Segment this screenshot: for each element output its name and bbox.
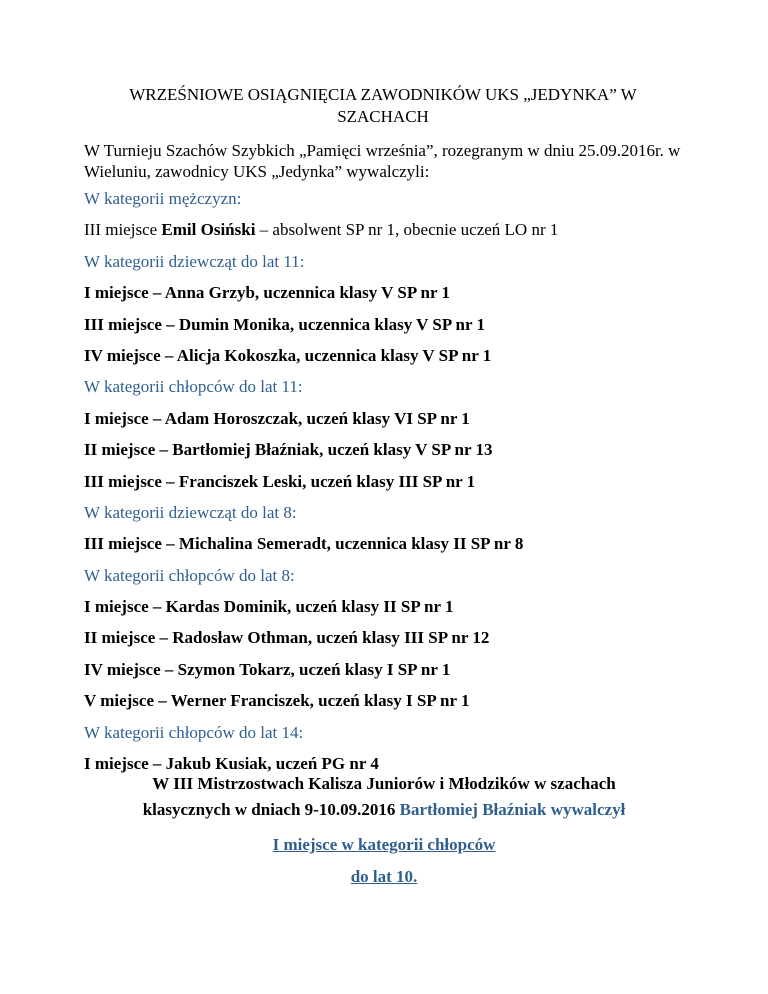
championship-age-group: do lat 10. xyxy=(350,867,418,886)
results-list xyxy=(84,183,724,779)
category-heading-boys-14: W kategorii chłopców do lat 14: xyxy=(84,722,304,742)
championship-line-2-text: klasycznych w dniach 9-10.09.2016 xyxy=(142,800,400,819)
result-line xyxy=(84,214,724,245)
result-suffix: – absolwent SP nr 1, obecnie uczeń LO nr 1 xyxy=(255,220,559,240)
championship-paragraph xyxy=(60,771,708,823)
result-line: IV miejsce – Alicja Kokoszka, uczennica klasy V SP nr 1 xyxy=(84,345,492,365)
result-line: I miejsce – Adam Horoszczak, uczeń klasy VI SP nr 1 xyxy=(84,408,470,428)
result-line: III miejsce – Dumin Monika, uczennica klasy V SP nr 1 xyxy=(84,314,485,334)
result-line: I miejsce – Anna Grzyb, uczennica klasy V SP nr 1 xyxy=(84,283,450,303)
result-line: III miejsce – Michalina Semeradt, uczennica klasy II SP nr 8 xyxy=(84,534,524,554)
result-line: I miejsce – Kardas Dominik, uczeń klasy II SP nr 1 xyxy=(84,597,454,617)
result-line: II miejsce – Bartłomiej Błaźniak, uczeń klasy V SP nr 13 xyxy=(84,440,493,460)
result-line: I miejsce – Jakub Kusiak, uczeń PG nr 4 xyxy=(84,754,379,774)
result-line: III miejsce – Franciszek Leski, uczeń klasy III SP nr 1 xyxy=(84,471,476,491)
championship-line-2 xyxy=(60,797,708,823)
result-line: V miejsce – Werner Franciszek, uczeń klasy I SP nr 1 xyxy=(84,691,470,711)
championship-line-1: W III Mistrzostwach Kalisza Juniorów i Młodzików w szachach xyxy=(152,774,616,793)
result-prefix: III miejsce xyxy=(84,220,162,240)
category-heading-boys-11: W kategorii chłopców do lat 11: xyxy=(84,377,303,397)
document-title: WRZEŚNIOWE OSIĄGNIĘCIA ZAWODNIKÓW UKS „JEDYNKA” W SZACHACH xyxy=(129,85,637,126)
intro-paragraph: W Turnieju Szachów Szybkich „Pamięci września”, rozegranym w dniu 25.09.2016r. w Wieluniu, zawodnicy UKS „Jedynka” wywalczyli: xyxy=(84,141,681,181)
result-name: Emil Osiński xyxy=(161,220,256,240)
result-line: II miejsce – Radosław Othman, uczeń klasy III SP nr 12 xyxy=(84,628,490,648)
category-heading-boys-8: W kategorii chłopców do lat 8: xyxy=(84,565,295,585)
category-heading-men: W kategorii mężczyzn: xyxy=(84,189,242,208)
category-heading-girls-8: W kategorii dziewcząt do lat 8: xyxy=(84,502,297,522)
championship-winner: Bartłomiej Błaźniak wywalczył xyxy=(399,800,626,819)
category-heading-girls-11: W kategorii dziewcząt do lat 11: xyxy=(84,251,305,271)
result-line: IV miejsce – Szymon Tokarz, uczeń klasy I SP nr 1 xyxy=(84,659,451,679)
championship-place: I miejsce w kategorii chłopców xyxy=(272,835,496,854)
